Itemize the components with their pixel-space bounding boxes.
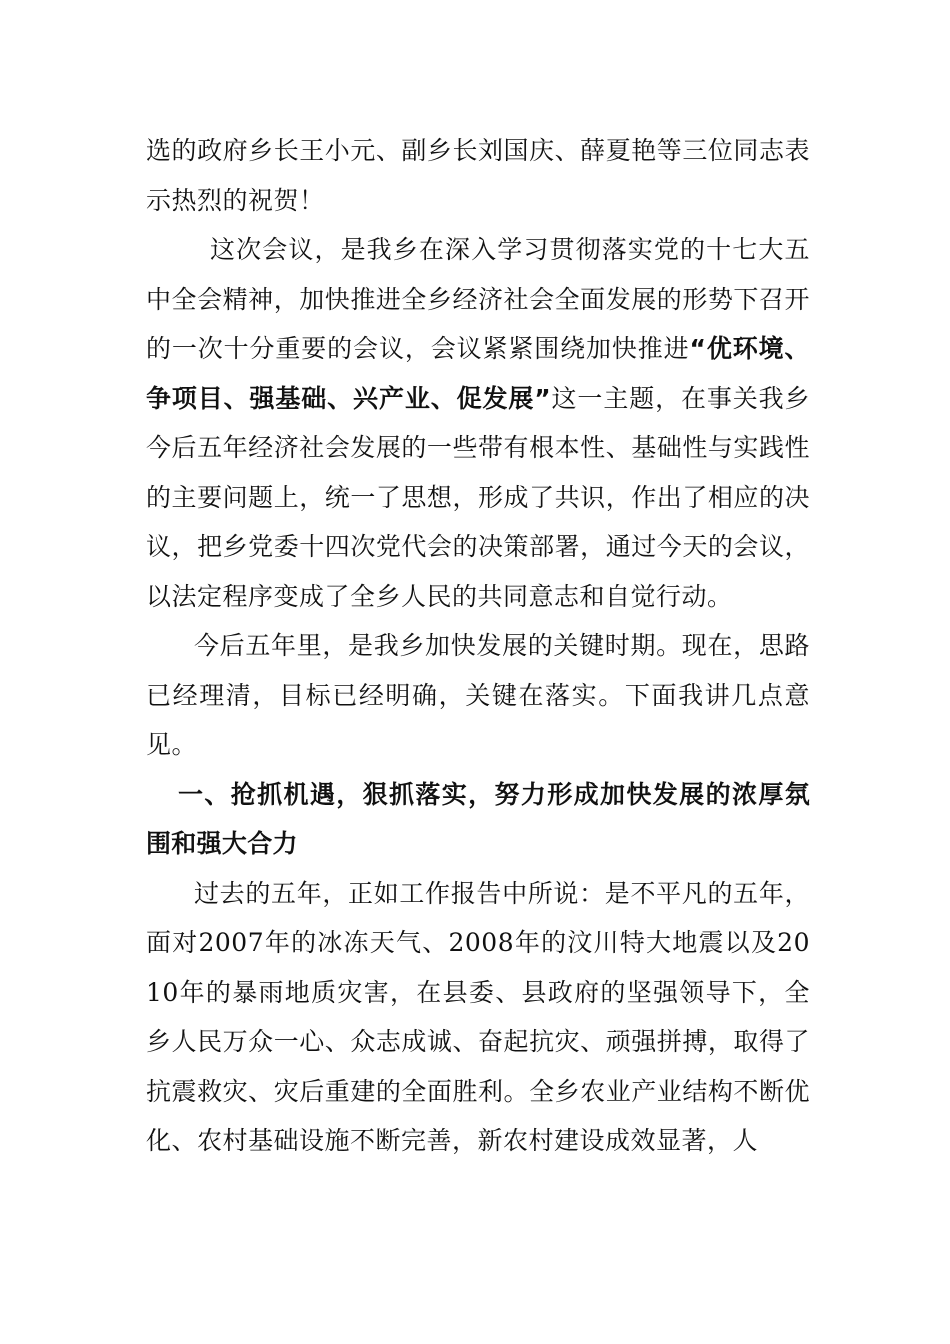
paragraph-next-five-years: 今后五年里，是我乡加快发展的关键时期。现在，思路已经理清，目标已经明确，关键在落实。下面我讲几点意见。 [146, 631, 810, 759]
body-text [146, 126, 810, 1166]
meeting-theme-bold: “优环境、争项目、强基础、兴产业、促发展” [146, 334, 810, 413]
paragraph-congratulations: 选的政府乡长王小元、副乡长刘国庆、薛夏艳等三位同志表示热烈的祝贺！ [146, 136, 810, 215]
paragraph-past-five-years: 过去的五年，正如工作报告中所说：是不平凡的五年，面对2007年的冰冻天气、2008年的汶川特大地震以及2010年的暴雨地质灾害，在县委、县政府的坚强领导下，全乡人民万众一心、众志成诚、奋起抗灾、顽强拼搏，取得了抗震救灾、灾后重建的全面胜利。全乡农业产业结构不断优化、农村基础设施不断完善，新农村建设成效显著，人 [146, 878, 810, 1155]
section-heading-1: 一、抢抓机遇，狠抓落实，努力形成加快发展的浓厚氛围和强大合力 [146, 779, 810, 858]
meeting-text-end: 这一主题，在事关我乡今后五年经济社会发展的一些带有根本性、基础性与实践性的主要问题上，统一了思想，形成了共识，作出了相应的决议，把乡党委十四次党代会的决策部署，通过今天的会议，以法定程序变成了全乡人民的共同意志和自觉行动。 [146, 383, 810, 611]
meeting-text-start: 这次会议，是我乡在深入学习贯彻落实党的十七大五中全会精神，加快推进全乡经济社会全面发展的形势下召开的一次十分重要的会议，会议紧紧围绕加快推进 [146, 235, 810, 363]
paragraph-meeting [146, 225, 810, 621]
